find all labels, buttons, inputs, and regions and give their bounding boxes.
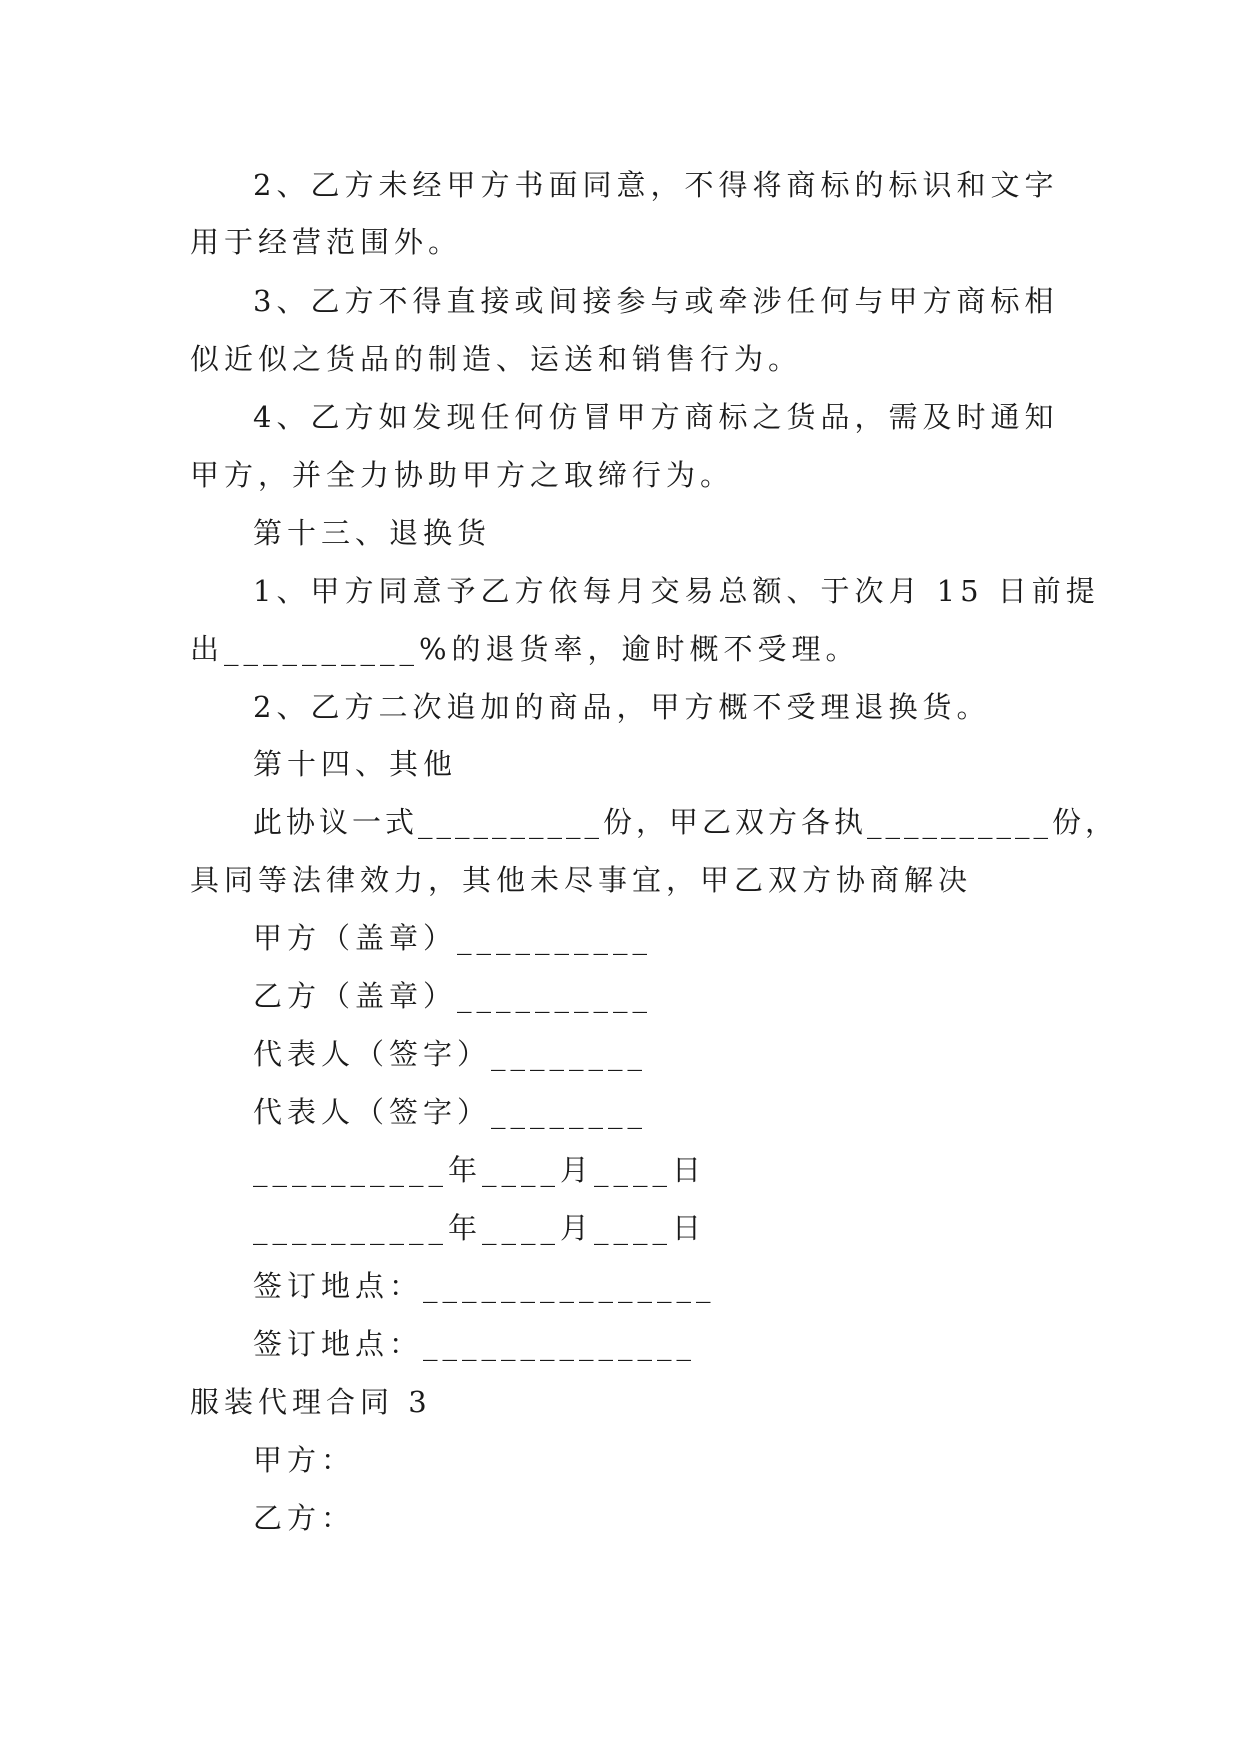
- return-clause-1-line-1: 1、甲方同意予乙方依每月交易总额、于次月 15 日前提: [253, 574, 1100, 608]
- copies-clause-line-1: 此协议一式__________份，甲乙双方各执__________份，: [253, 805, 1119, 839]
- party-b-label: 乙方：: [253, 1501, 356, 1535]
- section-14-heading: 第十四、其他: [253, 747, 458, 781]
- return-clause-1-line-2: 出__________%的退货率，逾时概不受理。: [190, 632, 860, 666]
- clause-2-trademark-usage-line-2: 用于经营范围外。: [190, 225, 463, 259]
- signing-place-line-1: 签订地点：_______________: [253, 1269, 716, 1303]
- representative-signature-line-1: 代表人（签字）________: [253, 1037, 648, 1071]
- party-a-seal-line: 甲方（盖章）__________: [253, 921, 653, 955]
- clause-2-trademark-usage-line-1: 2、乙方未经甲方书面同意，不得将商标的标识和文字: [253, 168, 1059, 202]
- clause-3-no-similar-goods-line-1: 3、乙方不得直接或间接参与或牵涉任何与甲方商标相: [253, 284, 1059, 318]
- signing-place-line-2: 签订地点：______________: [253, 1327, 697, 1361]
- date-line-2: __________年____月____日: [253, 1211, 707, 1245]
- clause-4-counterfeit-notice-line-2: 甲方，并全力协助甲方之取缔行为。: [190, 458, 735, 492]
- contract-3-title: 服装代理合同 3: [190, 1385, 432, 1419]
- party-a-label: 甲方：: [253, 1443, 356, 1477]
- return-clause-2: 2、乙方二次追加的商品，甲方概不受理退换货。: [253, 690, 991, 724]
- section-13-heading: 第十三、退换货: [253, 516, 492, 550]
- clause-4-counterfeit-notice-line-1: 4、乙方如发现任何仿冒甲方商标之货品，需及时通知: [253, 400, 1059, 434]
- date-line-1: __________年____月____日: [253, 1153, 707, 1187]
- party-b-seal-line: 乙方（盖章）__________: [253, 979, 653, 1013]
- representative-signature-line-2: 代表人（签字）________: [253, 1095, 648, 1129]
- clause-3-no-similar-goods-line-2: 似近似之货品的制造、运送和销售行为。: [190, 342, 803, 376]
- copies-clause-line-2: 具同等法律效力，其他未尽事宜，甲乙双方协商解决: [190, 863, 973, 897]
